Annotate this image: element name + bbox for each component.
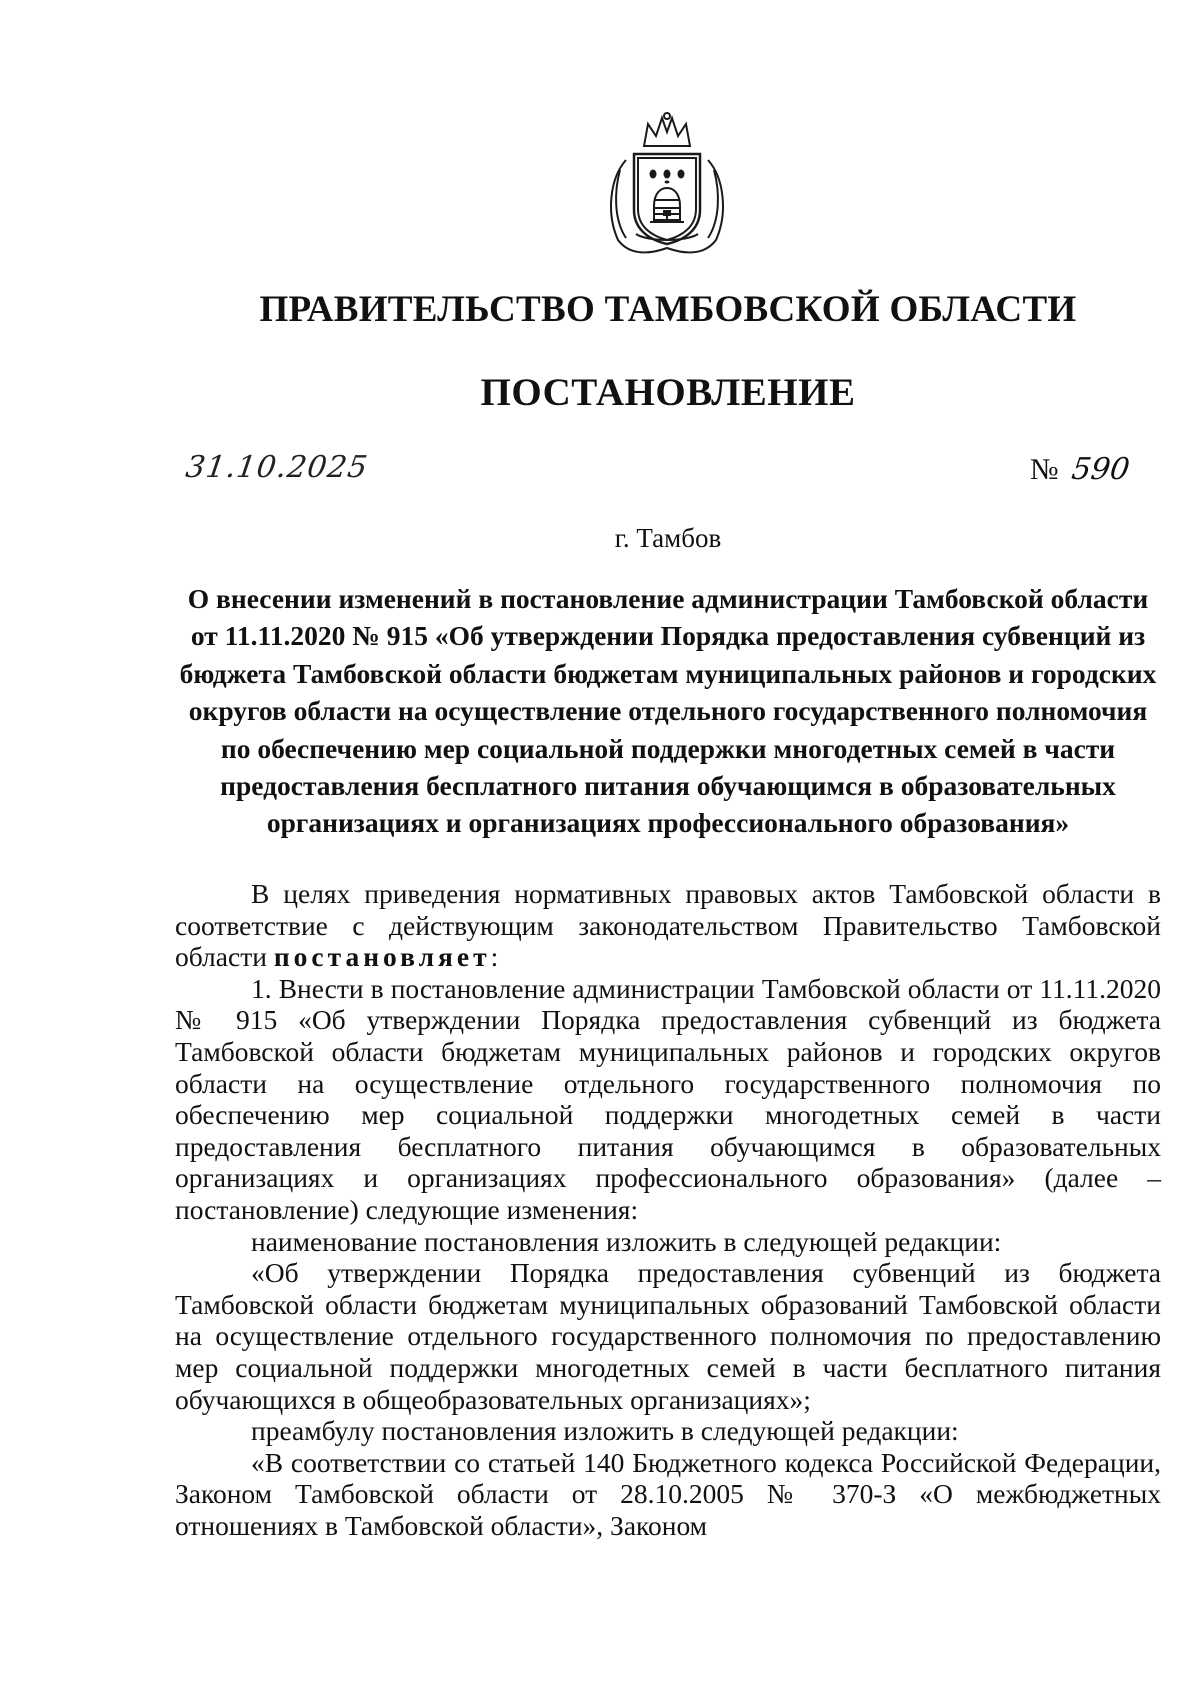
paragraph-preamble (175, 878, 1161, 973)
preamble-colon: : (490, 941, 499, 973)
document-date: 31.10.2025 (183, 450, 371, 485)
document-subject: О внесении изменений в постановление администрации Тамбовской области от 11.11.2020 № 915 «Об утверждении Порядка предоставления субвенций из бюджета Тамбовской области бюджетам муниципальных районов и городских округов области на осуществление отдельного государственного полномочия по обеспечению мер социальной поддержки многодетных семей в части предоставления бесплатного питания обучающимся в образовательных организациях и организациях профессионального образования» (179, 583, 1157, 839)
paragraph-new-preamble: «В соответствии со статьей 140 Бюджетного кодекса Российской Федерации, Законом Тамбовской области от 28.10.2005 № 370-З «О межбюджетных отношениях в Тамбовской области», Законом (175, 1446, 1161, 1541)
coat-of-arms-icon (596, 108, 738, 258)
preamble-text: В целях приведения нормативных правовых актов Тамбовской области в соответствие с действующим законодательством Правительство Тамбовской области (175, 878, 1161, 973)
city-line: г. Тамбов (614, 523, 722, 553)
paragraph-new-name: «Об утверждении Порядка предоставления субвенций из бюджета Тамбовской области бюджетам муниципальных образований Тамбовской области на осуществление отдельного государственного полномочия по предоставлению мер социальной поддержки многодетных семей в части бесплатного питания обучающихся в общеобразовательных организациях»; (175, 1257, 1161, 1415)
resolves-word: постановляет (273, 941, 491, 973)
paragraph-item-1: 1. Внести в постановление администрации Тамбовской области от 11.11.2020 № 915 «Об утверждении Порядка предоставления субвенций из бюджета Тамбовской области бюджетам муниципальных районов и городских округов области на осуществление отдельного государственного полномочия по обеспечению мер социальной поддержки многодетных семей в части предоставления бесплатного питания обучающимся в образовательных организациях и организациях профессионального образования» (далее – постановление) следующие изменения: (175, 972, 1161, 1225)
document-type-title: ПОСТАНОВЛЕНИЕ (480, 371, 856, 414)
coat-of-arms-emblem (596, 108, 738, 258)
number-sign: № (1030, 453, 1059, 486)
paragraph-name-change: наименование постановления изложить в следующей редакции: (251, 1225, 1002, 1257)
document-number (1030, 452, 1132, 487)
document-body (175, 878, 1161, 1541)
number-value: 590 (1069, 452, 1132, 487)
organization-title: ПРАВИТЕЛЬСТВО ТАМБОВСКОЙ ОБЛАСТИ (259, 289, 1077, 330)
paragraph-preamble-change: преамбулу постановления изложить в следующей редакции: (251, 1415, 959, 1447)
